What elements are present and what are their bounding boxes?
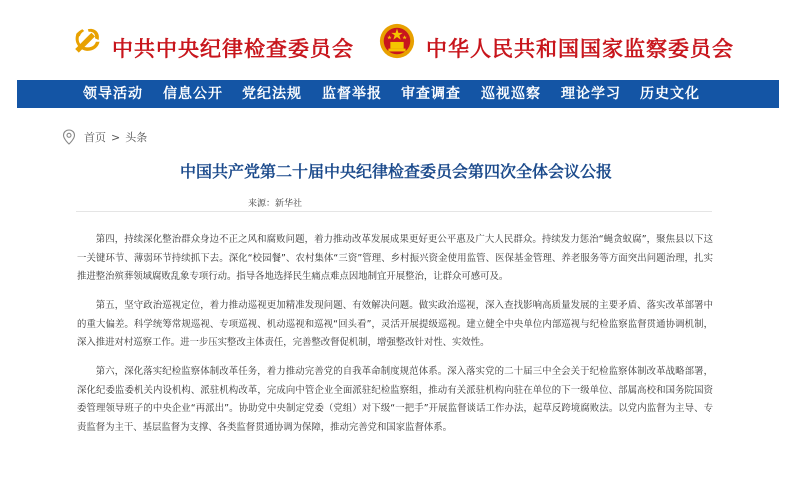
article-source: 来源：新华社 [248,199,303,209]
article-paragraph: 第六，深化落实纪检监察体制改革任务，着力推动完善党的自我革命制度规范体系。深入落实党的二十届三中全会关于纪检监察体制改革战略部署，深化纪委监委机关内设机构、派驻机构改革，完成向中管企业全面派驻纪检监察组，推动有关派驻机构向驻在单位的下一级单位、部属高校和国务院国资委管理领导班子的中央企业“再派出”。协助党中央制定党委（党组）对下级“一把手”开展监督谈话工作办法，起草反跨境腐败法。以党内监督为主导、专责监督为主干、基层监督为支撑、各类监督贯通协调为保障，推动完善党和国家监督体系。 [77,366,713,433]
nav-item-leadership[interactable]: 领导活动 [83,86,143,102]
article-title: 中国共产党第二十届中央纪律检查委员会第四次全体会议公报 [179,162,612,181]
article-paragraph: 第四，持续深化整治群众身边不正之风和腐败问题，着力推动改革发展成果更好更公平惠及广大人民群众。持续发力惩治“蝇贪蚁腐”，聚焦县以下这一关键环节、薄弱环节持续抓下去。深化“校园餐”、农村集体“三资”管理、乡村振兴资金使用监管、医保基金管理、养老服务等方面突出问题治理，扎实推进整治殡葬领域腐败乱象专项行动。指导各地选择民生痛点难点因地制宜开展整治，让群众可感可及。 [77,234,713,282]
nav-item-information[interactable]: 信息公开 [163,86,223,102]
breadcrumb-current[interactable]: 头条 [125,131,148,144]
breadcrumb-separator: > [111,130,121,144]
nav-item-history[interactable]: 历史文化 [640,86,700,102]
national-emblem-icon [378,22,416,60]
nav-item-reporting[interactable]: 监督举报 [322,86,382,102]
nav-item-regulations[interactable]: 党纪法规 [242,86,302,102]
location-pin-icon [62,129,76,145]
title-divider [76,211,712,212]
nav-item-inspection[interactable]: 巡视巡察 [481,86,541,102]
breadcrumb [62,129,147,145]
party-emblem-icon [68,22,104,58]
nav-item-investigation[interactable]: 审查调查 [401,86,461,102]
main-nav [17,80,779,108]
national-supervisory-commission-title[interactable]: 中华人民共和国国家监察委员会 [426,36,734,61]
site-header [0,0,792,80]
breadcrumb-home-link[interactable]: 首页 [84,131,106,144]
nav-item-theory[interactable]: 理论学习 [561,86,621,102]
cpc-discipline-commission-title[interactable]: 中共中央纪律检查委员会 [112,36,354,61]
article-paragraph: 第五，坚守政治巡视定位，着力推动巡视更加精准发现问题、有效解决问题。做实政治巡视，深入查找影响高质量发展的主要矛盾、落实改革部署中的重大偏差。科学统筹常规巡视、专项巡视、机动巡视和巡视“回头看”，灵活开展提级巡视。建立健全中央单位内部巡视与纪检监察监督贯通协调机制，深入推进对村巡察工作。进一步压实整改主体责任，完善整改督促机制，增强整改针对性、实效性。 [77,300,713,348]
